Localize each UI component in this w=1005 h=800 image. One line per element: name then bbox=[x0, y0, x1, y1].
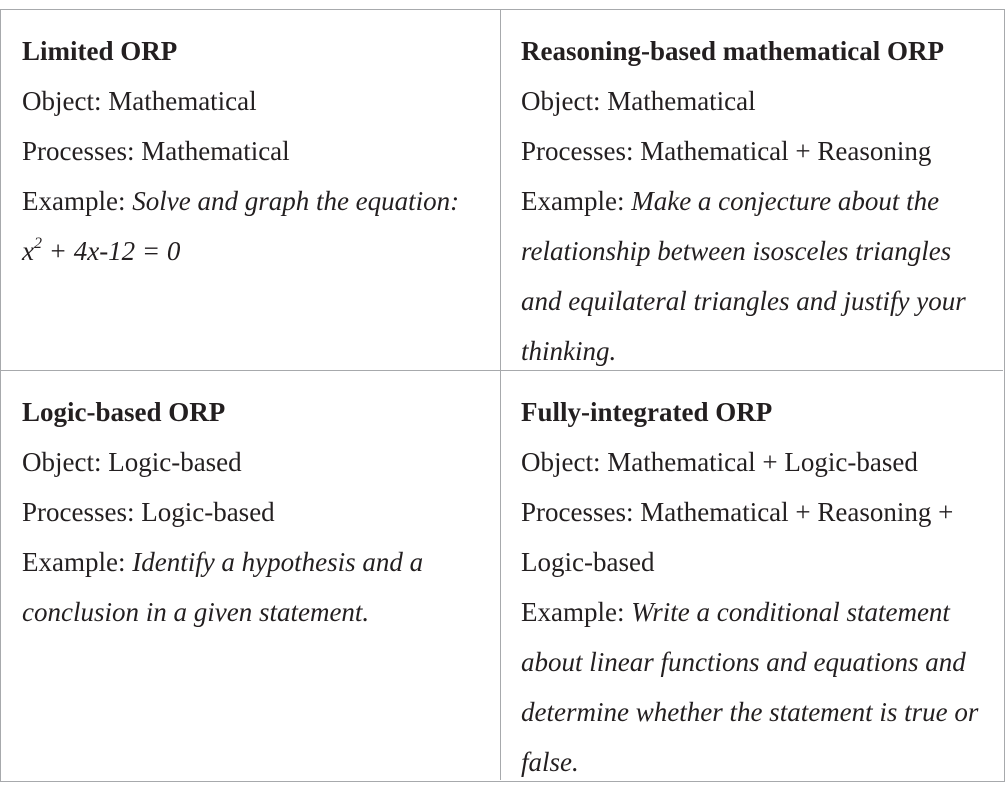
cell-limited-orp bbox=[1, 10, 500, 370]
cell-object: Object: Logic-based bbox=[22, 447, 242, 477]
example-text: Write a conditional statement about linear functions and equations and determine whether the statement is true or false. bbox=[521, 597, 979, 777]
example-text: Solve and graph the equation: bbox=[132, 186, 460, 216]
example-label: Example: bbox=[22, 547, 133, 577]
cell-object: Object: Mathematical bbox=[521, 86, 756, 116]
example-label: Example: bbox=[521, 597, 632, 627]
cell-processes: Processes: Mathematical + Reasoning + Logic-based bbox=[521, 497, 954, 577]
cell-logic-based-orp bbox=[1, 370, 500, 780]
cell-title: Fully-integrated ORP bbox=[521, 397, 773, 427]
cell-example bbox=[521, 597, 978, 777]
equation-rest: + 4x-12 = 0 bbox=[41, 236, 181, 266]
cell-reasoning-based-orp bbox=[500, 10, 1003, 370]
example-text: Make a conjecture about the relationship between isosceles triangles and equilateral triangles and justify your thinking. bbox=[521, 186, 966, 366]
cell-example bbox=[22, 547, 423, 627]
cell-processes: Processes: Mathematical + Reasoning bbox=[521, 136, 932, 166]
cell-object: Object: Mathematical + Logic-based bbox=[521, 447, 918, 477]
example-text: Identify a hypothesis and a conclusion in a given statement. bbox=[22, 547, 424, 627]
cell-title: Limited ORP bbox=[22, 36, 178, 66]
cell-processes: Processes: Logic-based bbox=[22, 497, 275, 527]
cell-fully-integrated-orp bbox=[500, 370, 1003, 780]
cell-title: Logic-based ORP bbox=[22, 397, 226, 427]
cell-object: Object: Mathematical bbox=[22, 86, 257, 116]
equation bbox=[22, 226, 480, 276]
cell-processes: Processes: Mathematical bbox=[22, 136, 290, 166]
equation-exponent: 2 bbox=[33, 235, 42, 252]
cell-title: Reasoning-based mathematical ORP bbox=[521, 36, 944, 66]
example-label: Example: bbox=[521, 186, 632, 216]
orp-table bbox=[0, 9, 1005, 782]
example-label: Example: bbox=[22, 186, 133, 216]
cell-example bbox=[521, 186, 966, 366]
equation-base: x bbox=[22, 236, 34, 266]
cell-example bbox=[22, 176, 480, 226]
